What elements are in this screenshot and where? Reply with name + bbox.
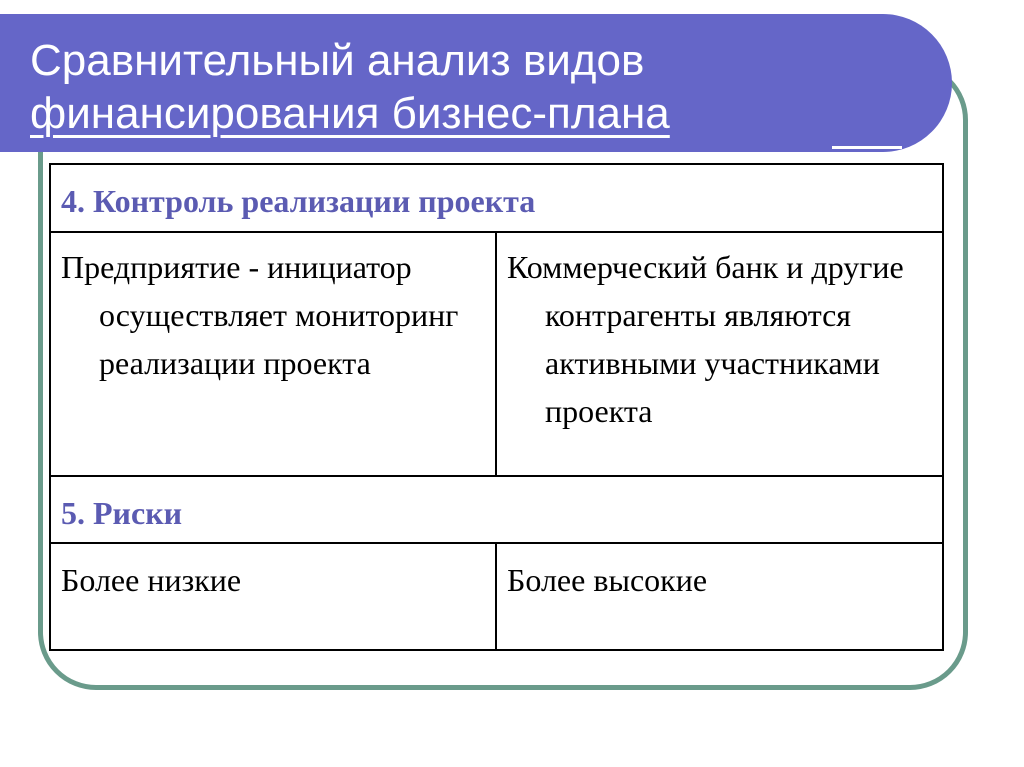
slide-title-line-2: финансирования бизнес-плана	[30, 89, 670, 138]
enterprise-control-text: Предприятие - инициатор осуществляет мониторинг реализации проекта	[61, 249, 459, 381]
slide-title-line-1: Сравнительный анализ видов	[30, 36, 645, 85]
table-row	[50, 164, 943, 232]
table-row	[50, 476, 943, 543]
table-cell-enterprise-risk	[50, 543, 496, 650]
bank-risk-text: Более высокие	[507, 562, 708, 598]
slide-title	[30, 34, 930, 140]
enterprise-risk-text: Более низкие	[61, 562, 242, 598]
section-header-risks: 5. Риски	[50, 476, 943, 543]
table-cell-bank	[496, 232, 943, 476]
section-header-control: 4. Контроль реализации проекта	[50, 164, 943, 232]
table-row	[50, 543, 943, 650]
table-row	[50, 232, 943, 476]
title-banner	[0, 14, 952, 152]
title-underline-extension	[832, 146, 902, 149]
table-cell-bank-risk	[496, 543, 943, 650]
bank-control-text: Коммерческий банк и другие контрагенты являются активными участниками проекта	[507, 249, 904, 429]
comparison-table	[49, 163, 944, 651]
table-cell-enterprise	[50, 232, 496, 476]
